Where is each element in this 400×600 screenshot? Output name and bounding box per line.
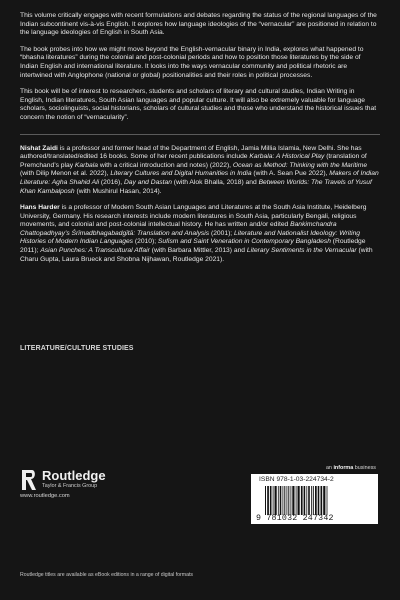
editor-bio-nishat-zaidi (20, 145, 380, 197)
publication-title: Literature and Nationalist Ideology: Writing Histories of Modern Indian Languages (20, 229, 361, 246)
publisher-name: Routledge (42, 468, 106, 483)
bio-text: (with Mushirul Hasan, 2014). (74, 187, 162, 195)
publication-title: Day and Dastan (123, 178, 172, 186)
editor-bio-lead: is a professor of Modern South Asian Languages and Literatures at the South Asia Institute, Heidelberg University, Germany. His research interests include modern literatures in South Asia, particularly Bengali, religious movements, and colonial and post-colonial intellectual history. He has written and/or edited (20, 204, 367, 229)
publisher-subtitle: Taylor & Francis Group (42, 483, 98, 489)
publication-title: Ocean as Method: Thinking with the Maritime (232, 161, 368, 169)
barcode-bar (327, 486, 328, 515)
informa-brand: informa (333, 465, 354, 471)
barcode-bar (291, 486, 292, 515)
bio-text: (translation of Premchand’s play (20, 153, 367, 169)
barcode-bar (283, 486, 284, 515)
informa-tagline (326, 465, 376, 471)
bio-text: (Routledge 2011); (20, 238, 366, 255)
barcode-bar (296, 486, 297, 515)
barcode-bar (308, 486, 310, 515)
bio-text: (with Barbara Mittler, 2013) and (149, 247, 247, 255)
publication-title: Bankimchandra Chattopadhyay’s Śrīmadbhagabadgītā: Translation and Analysis (20, 221, 337, 237)
section-divider (20, 134, 380, 135)
barcode-bar (280, 486, 282, 515)
barcode-bar (292, 486, 294, 515)
description-paragraph-3: This book will be of interest to researchers, students and scholars of literary and cultural studies, Indian Writing in English, Indian literatures, South Asian languages and popular culture. It will also be extremely valuable for language scholars, sociolinguists, social historians, scholars of cultural studies and those who understand the historical issues that concern the notion of “vernacularity”. (20, 88, 377, 121)
barcode-bar (287, 486, 288, 515)
description-paragraph-2: The book probes into how we might move beyond the English-vernacular binary in India, explores what happened to “bhasha literatures” during the colonial and post-colonial periods and how to position those literatures by the side of Indian English and international literature. It looks into the ways vernacular community and political rhetoric are intertwined with Anglophone (national or global) positionalities and their roles in political processes. (20, 45, 364, 79)
barcode-bar (304, 486, 306, 515)
publication-title: Makers of Indian Literature: Agha Shahid Ali (20, 170, 379, 186)
bio-text: (2001); (209, 229, 235, 237)
informa-suffix: business (353, 465, 376, 471)
bio-text: with a critical introduction and notes) (2022), (97, 161, 233, 169)
barcode-bar (267, 486, 269, 515)
barcode-bar (270, 486, 272, 515)
editor-name: Hans Harder (20, 204, 60, 212)
routledge-logo-icon (20, 468, 38, 492)
barcode-bar (275, 486, 277, 515)
barcode-bar (315, 486, 317, 515)
publication-title: Literary Cultures and Digital Humanities in India (110, 170, 252, 178)
publication-title: Between Worlds: The Travels of Yusuf Khan Kambalposh (20, 178, 372, 195)
barcode-panel (251, 474, 378, 524)
barcode-bar (306, 486, 307, 515)
barcode-icon (263, 486, 371, 515)
bio-text: (with Dilip Menon et al. 2022), (20, 170, 111, 178)
publication-title: Sufism and Saint Veneration in Contemporary Bangladesh (157, 238, 331, 246)
barcode-bar (321, 486, 323, 515)
bio-text: (with Charu Gupta, Laura Brueck and Shobna Nijhawan, Routledge 2021). (20, 247, 373, 263)
barcode-bar (265, 486, 266, 515)
bio-text: (with Alok Bhalla, 2018) and (171, 178, 259, 186)
editor-bio-hans-harder (20, 204, 380, 264)
barcode-bar (323, 486, 325, 515)
subject-category: LITERATURE/CULTURE STUDIES (20, 345, 134, 352)
barcode-bar (284, 486, 285, 515)
publication-title: Literary Sentiments in the Vernacular (246, 247, 357, 255)
bio-text: (2016), (99, 178, 124, 186)
description-paragraph-1: This volume critically engages with recent formulations and debates regarding the status of the regional languages of the Indian subcontinent vis-à-vis English. It explores how language ideologies of the “vernacular” are positioned in relation to the language ideologies of English in South Asia. (20, 12, 377, 37)
isbn-label: ISBN 978-1-03-224734-2 (259, 476, 334, 483)
publication-title: Karbala: A Historical Play (249, 153, 325, 161)
barcode-bar (273, 486, 274, 515)
footer-note: Routledge titles are available as eBook editions in a range of digital formats (20, 572, 194, 578)
informa-prefix: an (325, 465, 334, 471)
publication-title: Asian Punches: A Transcultural Affair (40, 247, 150, 255)
publication-title: Karbala (74, 161, 98, 169)
barcode-bar (288, 486, 289, 515)
barcode-bar (311, 486, 312, 515)
barcode-bar (301, 486, 303, 515)
barcode-digits: 9 781032 247342 (256, 514, 334, 523)
barcode-bar (298, 486, 300, 515)
bio-text: (with A. Sean Pue 2022), (251, 170, 330, 178)
editor-bio-lead: is a professor and former head of the Department of English, Jamia Millia Islamia, New Delhi. She has authored/translated/edited 16 books. Some of her recent publications include (20, 144, 362, 161)
bio-text: (2010); (133, 238, 158, 246)
publisher-website[interactable]: www.routledge.com (20, 493, 70, 499)
barcode-bar (278, 486, 279, 515)
barcode-bar (318, 486, 320, 515)
editor-name: Nishat Zaidi (20, 144, 58, 152)
barcode-bar (313, 486, 314, 515)
